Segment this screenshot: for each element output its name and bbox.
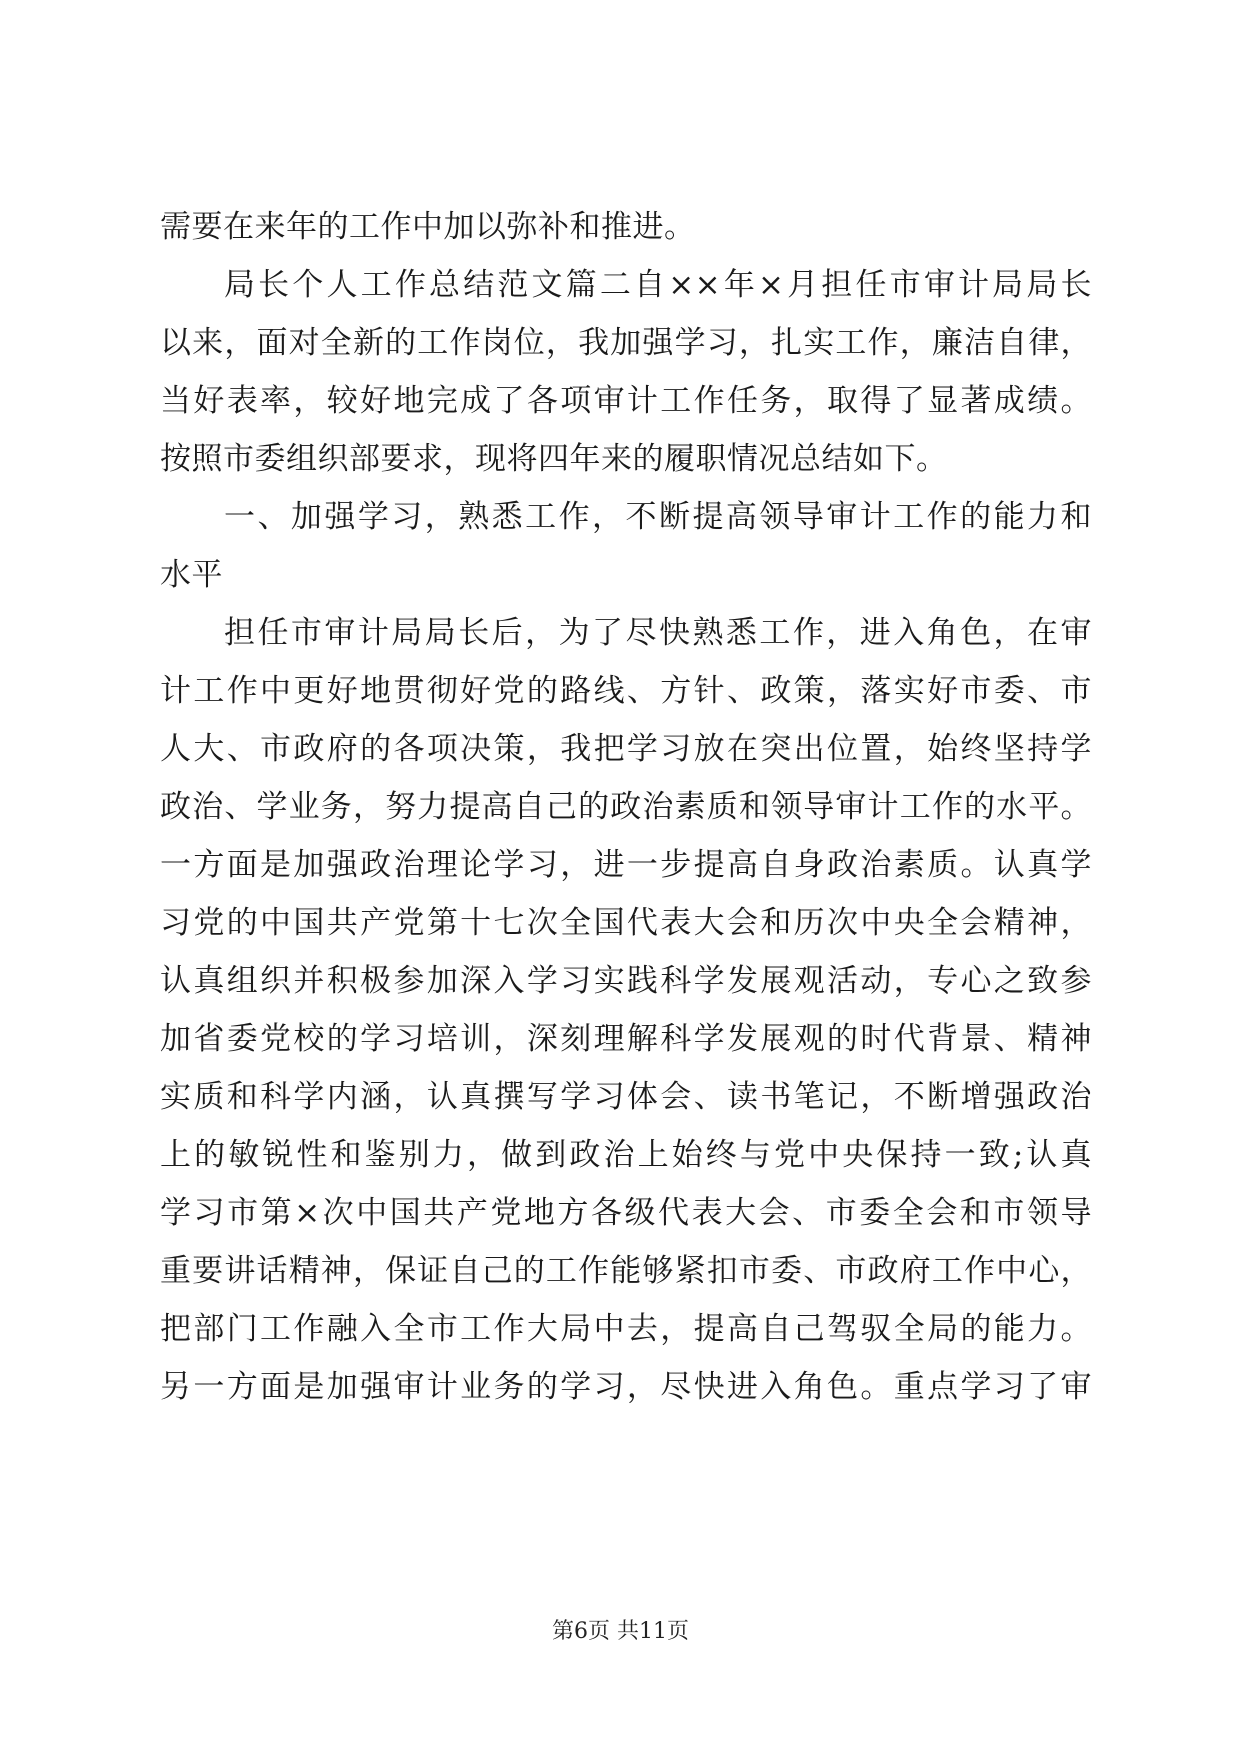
text-line-11: 政治、学业务，努力提高自己的政治素质和领导审计工作的水平。 xyxy=(160,789,1092,825)
text-line-2: 局长个人工作总结范文篇二自××年×月担任市审计局局长 xyxy=(224,267,1092,303)
text-line-13: 习党的中国共产党第十七次全国代表大会和历次中央全会精神， xyxy=(160,905,1092,941)
text-line-17: 上的敏锐性和鉴别力，做到政治上始终与党中央保持一致;认真 xyxy=(160,1137,1092,1173)
text-line-4: 当好表率，较好地完成了各项审计工作任务，取得了显著成绩。 xyxy=(160,383,1092,419)
section-heading-line-1: 一、加强学习，熟悉工作，不断提高领导审计工作的能力和 xyxy=(224,499,1092,535)
text-line-15: 加省委党校的学习培训，深刻理解科学发展观的时代背景、精神 xyxy=(160,1021,1092,1057)
document-body xyxy=(160,198,1092,1416)
text-line-9: 计工作中更好地贯彻好党的路线、方针、政策，落实好市委、市 xyxy=(160,673,1092,709)
page-number-footer: 第6页 共11页 xyxy=(552,1619,689,1644)
text-line-20: 把部门工作融入全市工作大局中去，提高自己驾驭全局的能力。 xyxy=(160,1311,1092,1347)
text-line-3: 以来，面对全新的工作岗位，我加强学习，扎实工作，廉洁自律， xyxy=(160,325,1092,361)
text-line-16: 实质和科学内涵，认真撰写学习体会、读书笔记，不断增强政治 xyxy=(160,1079,1092,1115)
text-line-12: 一方面是加强政治理论学习，进一步提高自身政治素质。认真学 xyxy=(160,847,1092,883)
text-line-5: 按照市委组织部要求，现将四年来的履职情况总结如下。 xyxy=(160,441,948,477)
text-line-21: 另一方面是加强审计业务的学习，尽快进入角色。重点学习了审 xyxy=(160,1369,1092,1405)
text-line-1: 需要在来年的工作中加以弥补和推进。 xyxy=(160,209,696,245)
section-heading-line-2: 水平 xyxy=(160,557,223,593)
text-line-8: 担任市审计局局长后，为了尽快熟悉工作，进入角色，在审 xyxy=(224,615,1092,651)
text-line-19: 重要讲话精神，保证自己的工作能够紧扣市委、市政府工作中心， xyxy=(160,1253,1092,1289)
text-line-18: 学习市第×次中国共产党地方各级代表大会、市委全会和市领导 xyxy=(160,1195,1092,1231)
text-line-14: 认真组织并积极参加深入学习实践科学发展观活动，专心之致参 xyxy=(160,963,1092,999)
text-line-10: 人大、市政府的各项决策，我把学习放在突出位置，始终坚持学 xyxy=(160,731,1092,767)
